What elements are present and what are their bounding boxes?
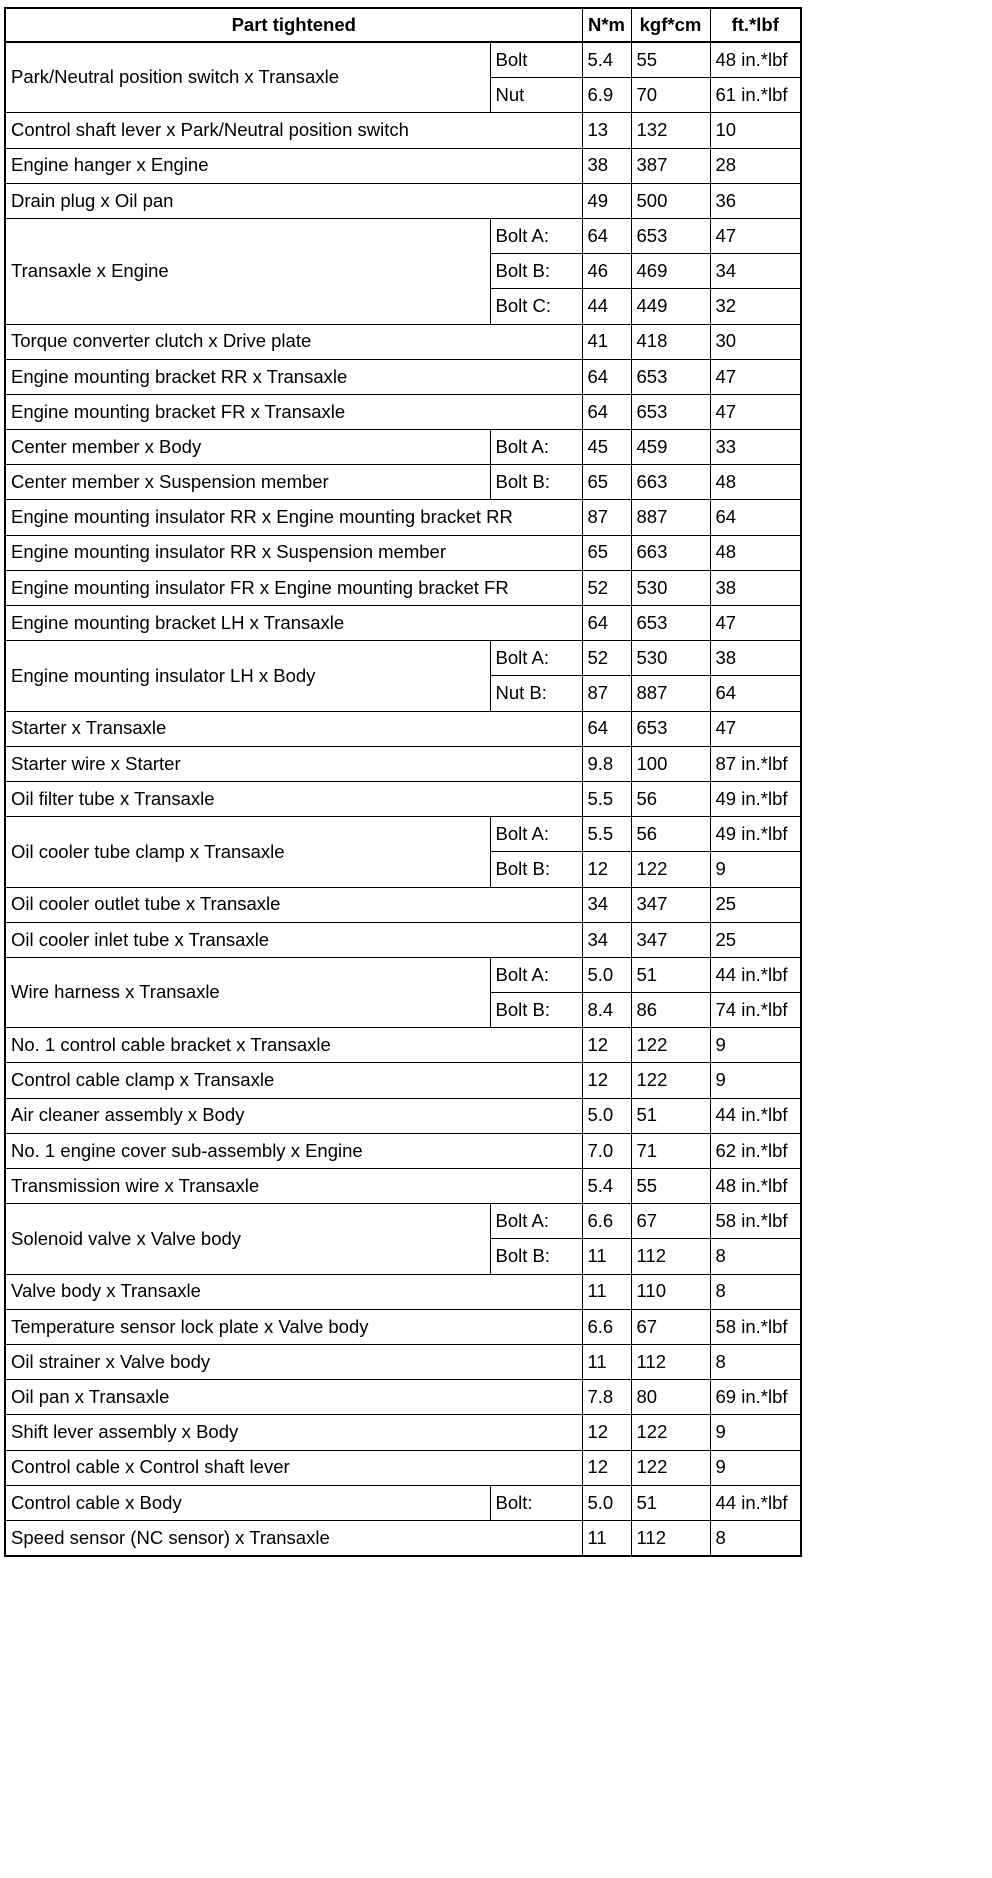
part-name-cell: Control cable x Body bbox=[5, 1485, 490, 1520]
kgfcm-value-cell: 132 bbox=[631, 113, 710, 148]
part-name-cell: Torque converter clutch x Drive plate bbox=[5, 324, 582, 359]
nm-value-cell: 49 bbox=[582, 183, 631, 218]
ftlbf-value-cell: 49 in.*lbf bbox=[710, 781, 801, 816]
torque-spec-table-container bbox=[4, 7, 800, 1557]
nm-value-cell: 52 bbox=[582, 570, 631, 605]
nm-value-cell: 34 bbox=[582, 887, 631, 922]
part-name-cell: Valve body x Transaxle bbox=[5, 1274, 582, 1309]
nm-value-cell: 5.0 bbox=[582, 1098, 631, 1133]
ftlbf-value-cell: 33 bbox=[710, 430, 801, 465]
ftlbf-value-cell: 87 in.*lbf bbox=[710, 746, 801, 781]
ftlbf-value-cell: 64 bbox=[710, 676, 801, 711]
part-name-cell: Air cleaner assembly x Body bbox=[5, 1098, 582, 1133]
table-row bbox=[5, 113, 801, 148]
kgfcm-value-cell: 56 bbox=[631, 781, 710, 816]
part-name-cell: Park/Neutral position switch x Transaxle bbox=[5, 42, 490, 113]
nm-value-cell: 12 bbox=[582, 1415, 631, 1450]
nm-value-cell: 34 bbox=[582, 922, 631, 957]
nm-value-cell: 11 bbox=[582, 1239, 631, 1274]
part-name-cell: Starter wire x Starter bbox=[5, 746, 582, 781]
header-kgfcm: kgf*cm bbox=[631, 8, 710, 42]
table-row bbox=[5, 218, 801, 253]
kgfcm-value-cell: 80 bbox=[631, 1380, 710, 1415]
ftlbf-value-cell: 25 bbox=[710, 922, 801, 957]
kgfcm-value-cell: 51 bbox=[631, 957, 710, 992]
part-name-cell: Control cable clamp x Transaxle bbox=[5, 1063, 582, 1098]
table-row bbox=[5, 1204, 801, 1239]
table-row bbox=[5, 148, 801, 183]
table-row bbox=[5, 1415, 801, 1450]
fastener-label-cell: Bolt B: bbox=[490, 1239, 582, 1274]
kgfcm-value-cell: 530 bbox=[631, 570, 710, 605]
fastener-label-cell: Bolt A: bbox=[490, 641, 582, 676]
kgfcm-value-cell: 387 bbox=[631, 148, 710, 183]
table-row bbox=[5, 746, 801, 781]
table-body bbox=[5, 42, 801, 1556]
table-row bbox=[5, 1309, 801, 1344]
nm-value-cell: 87 bbox=[582, 676, 631, 711]
kgfcm-value-cell: 500 bbox=[631, 183, 710, 218]
table-row bbox=[5, 430, 801, 465]
nm-value-cell: 5.5 bbox=[582, 817, 631, 852]
ftlbf-value-cell: 44 in.*lbf bbox=[710, 957, 801, 992]
ftlbf-value-cell: 58 in.*lbf bbox=[710, 1204, 801, 1239]
kgfcm-value-cell: 887 bbox=[631, 500, 710, 535]
nm-value-cell: 9.8 bbox=[582, 746, 631, 781]
kgfcm-value-cell: 663 bbox=[631, 535, 710, 570]
header-ftlbf: ft.*lbf bbox=[710, 8, 801, 42]
nm-value-cell: 12 bbox=[582, 1028, 631, 1063]
ftlbf-value-cell: 58 in.*lbf bbox=[710, 1309, 801, 1344]
torque-spec-table bbox=[4, 7, 802, 1557]
part-name-cell: No. 1 engine cover sub-assembly x Engine bbox=[5, 1133, 582, 1168]
kgfcm-value-cell: 663 bbox=[631, 465, 710, 500]
table-row bbox=[5, 570, 801, 605]
kgfcm-value-cell: 347 bbox=[631, 922, 710, 957]
nm-value-cell: 11 bbox=[582, 1344, 631, 1379]
nm-value-cell: 8.4 bbox=[582, 993, 631, 1028]
kgfcm-value-cell: 122 bbox=[631, 852, 710, 887]
kgfcm-value-cell: 653 bbox=[631, 218, 710, 253]
fastener-label-cell: Bolt B: bbox=[490, 993, 582, 1028]
ftlbf-value-cell: 47 bbox=[710, 359, 801, 394]
part-name-cell: Solenoid valve x Valve body bbox=[5, 1204, 490, 1274]
nm-value-cell: 5.4 bbox=[582, 1169, 631, 1204]
ftlbf-value-cell: 9 bbox=[710, 1063, 801, 1098]
ftlbf-value-cell: 34 bbox=[710, 254, 801, 289]
part-name-cell: Oil cooler inlet tube x Transaxle bbox=[5, 922, 582, 957]
kgfcm-value-cell: 112 bbox=[631, 1520, 710, 1556]
kgfcm-value-cell: 110 bbox=[631, 1274, 710, 1309]
fastener-label-cell: Bolt A: bbox=[490, 430, 582, 465]
nm-value-cell: 11 bbox=[582, 1520, 631, 1556]
ftlbf-value-cell: 44 in.*lbf bbox=[710, 1485, 801, 1520]
nm-value-cell: 7.0 bbox=[582, 1133, 631, 1168]
part-name-cell: Engine mounting bracket LH x Transaxle bbox=[5, 606, 582, 641]
fastener-label-cell: Bolt B: bbox=[490, 465, 582, 500]
table-row bbox=[5, 817, 801, 852]
kgfcm-value-cell: 469 bbox=[631, 254, 710, 289]
table-row bbox=[5, 359, 801, 394]
table-row bbox=[5, 1380, 801, 1415]
table-row bbox=[5, 781, 801, 816]
table-row bbox=[5, 957, 801, 992]
fastener-label-cell: Bolt C: bbox=[490, 289, 582, 324]
kgfcm-value-cell: 67 bbox=[631, 1204, 710, 1239]
ftlbf-value-cell: 36 bbox=[710, 183, 801, 218]
nm-value-cell: 65 bbox=[582, 465, 631, 500]
table-row bbox=[5, 1450, 801, 1485]
kgfcm-value-cell: 51 bbox=[631, 1098, 710, 1133]
ftlbf-value-cell: 69 in.*lbf bbox=[710, 1380, 801, 1415]
part-name-cell: Engine mounting insulator LH x Body bbox=[5, 641, 490, 711]
kgfcm-value-cell: 418 bbox=[631, 324, 710, 359]
ftlbf-value-cell: 47 bbox=[710, 218, 801, 253]
nm-value-cell: 5.0 bbox=[582, 1485, 631, 1520]
kgfcm-value-cell: 122 bbox=[631, 1028, 710, 1063]
part-name-cell: Engine mounting bracket FR x Transaxle bbox=[5, 394, 582, 429]
part-name-cell: Control cable x Control shaft lever bbox=[5, 1450, 582, 1485]
fastener-label-cell: Bolt A: bbox=[490, 817, 582, 852]
fastener-label-cell: Bolt: bbox=[490, 1485, 582, 1520]
ftlbf-value-cell: 9 bbox=[710, 1415, 801, 1450]
table-row bbox=[5, 922, 801, 957]
table-row bbox=[5, 1274, 801, 1309]
part-name-cell: Wire harness x Transaxle bbox=[5, 957, 490, 1027]
kgfcm-value-cell: 449 bbox=[631, 289, 710, 324]
kgfcm-value-cell: 887 bbox=[631, 676, 710, 711]
part-name-cell: Starter x Transaxle bbox=[5, 711, 582, 746]
part-name-cell: Oil cooler outlet tube x Transaxle bbox=[5, 887, 582, 922]
nm-value-cell: 65 bbox=[582, 535, 631, 570]
ftlbf-value-cell: 28 bbox=[710, 148, 801, 183]
nm-value-cell: 52 bbox=[582, 641, 631, 676]
ftlbf-value-cell: 8 bbox=[710, 1239, 801, 1274]
part-name-cell: Drain plug x Oil pan bbox=[5, 183, 582, 218]
table-row bbox=[5, 1520, 801, 1556]
table-row bbox=[5, 641, 801, 676]
ftlbf-value-cell: 62 in.*lbf bbox=[710, 1133, 801, 1168]
header-nm: N*m bbox=[582, 8, 631, 42]
part-name-cell: Control shaft lever x Park/Neutral position switch bbox=[5, 113, 582, 148]
part-name-cell: Engine mounting insulator FR x Engine mounting bracket FR bbox=[5, 570, 582, 605]
ftlbf-value-cell: 48 in.*lbf bbox=[710, 42, 801, 78]
table-row bbox=[5, 606, 801, 641]
ftlbf-value-cell: 44 in.*lbf bbox=[710, 1098, 801, 1133]
kgfcm-value-cell: 530 bbox=[631, 641, 710, 676]
nm-value-cell: 13 bbox=[582, 113, 631, 148]
nm-value-cell: 12 bbox=[582, 852, 631, 887]
part-name-cell: Engine mounting insulator RR x Engine mounting bracket RR bbox=[5, 500, 582, 535]
nm-value-cell: 64 bbox=[582, 606, 631, 641]
fastener-label-cell: Bolt A: bbox=[490, 957, 582, 992]
nm-value-cell: 6.9 bbox=[582, 78, 631, 113]
table-row bbox=[5, 1098, 801, 1133]
kgfcm-value-cell: 653 bbox=[631, 394, 710, 429]
ftlbf-value-cell: 49 in.*lbf bbox=[710, 817, 801, 852]
ftlbf-value-cell: 30 bbox=[710, 324, 801, 359]
kgfcm-value-cell: 653 bbox=[631, 359, 710, 394]
ftlbf-value-cell: 9 bbox=[710, 852, 801, 887]
fastener-label-cell: Bolt B: bbox=[490, 254, 582, 289]
kgfcm-value-cell: 122 bbox=[631, 1450, 710, 1485]
table-row bbox=[5, 42, 801, 78]
nm-value-cell: 45 bbox=[582, 430, 631, 465]
nm-value-cell: 5.0 bbox=[582, 957, 631, 992]
ftlbf-value-cell: 74 in.*lbf bbox=[710, 993, 801, 1028]
kgfcm-value-cell: 67 bbox=[631, 1309, 710, 1344]
ftlbf-value-cell: 9 bbox=[710, 1450, 801, 1485]
ftlbf-value-cell: 10 bbox=[710, 113, 801, 148]
ftlbf-value-cell: 61 in.*lbf bbox=[710, 78, 801, 113]
nm-value-cell: 64 bbox=[582, 394, 631, 429]
header-part-tightened: Part tightened bbox=[5, 8, 582, 42]
part-name-cell: No. 1 control cable bracket x Transaxle bbox=[5, 1028, 582, 1063]
part-name-cell: Engine hanger x Engine bbox=[5, 148, 582, 183]
nm-value-cell: 5.4 bbox=[582, 42, 631, 78]
ftlbf-value-cell: 48 bbox=[710, 465, 801, 500]
table-row bbox=[5, 500, 801, 535]
part-name-cell: Oil cooler tube clamp x Transaxle bbox=[5, 817, 490, 887]
ftlbf-value-cell: 47 bbox=[710, 394, 801, 429]
nm-value-cell: 11 bbox=[582, 1274, 631, 1309]
nm-value-cell: 44 bbox=[582, 289, 631, 324]
table-row bbox=[5, 711, 801, 746]
table-row bbox=[5, 1133, 801, 1168]
fastener-label-cell: Bolt A: bbox=[490, 1204, 582, 1239]
fastener-label-cell: Nut bbox=[490, 78, 582, 113]
ftlbf-value-cell: 8 bbox=[710, 1344, 801, 1379]
kgfcm-value-cell: 55 bbox=[631, 42, 710, 78]
nm-value-cell: 6.6 bbox=[582, 1204, 631, 1239]
part-name-cell: Temperature sensor lock plate x Valve body bbox=[5, 1309, 582, 1344]
ftlbf-value-cell: 48 bbox=[710, 535, 801, 570]
ftlbf-value-cell: 8 bbox=[710, 1520, 801, 1556]
ftlbf-value-cell: 25 bbox=[710, 887, 801, 922]
ftlbf-value-cell: 38 bbox=[710, 570, 801, 605]
table-row bbox=[5, 394, 801, 429]
part-name-cell: Oil pan x Transaxle bbox=[5, 1380, 582, 1415]
kgfcm-value-cell: 70 bbox=[631, 78, 710, 113]
kgfcm-value-cell: 71 bbox=[631, 1133, 710, 1168]
kgfcm-value-cell: 459 bbox=[631, 430, 710, 465]
part-name-cell: Engine mounting insulator RR x Suspension member bbox=[5, 535, 582, 570]
nm-value-cell: 87 bbox=[582, 500, 631, 535]
part-name-cell: Center member x Body bbox=[5, 430, 490, 465]
kgfcm-value-cell: 55 bbox=[631, 1169, 710, 1204]
kgfcm-value-cell: 100 bbox=[631, 746, 710, 781]
fastener-label-cell: Bolt B: bbox=[490, 852, 582, 887]
ftlbf-value-cell: 32 bbox=[710, 289, 801, 324]
nm-value-cell: 64 bbox=[582, 359, 631, 394]
table-row bbox=[5, 1169, 801, 1204]
part-name-cell: Oil filter tube x Transaxle bbox=[5, 781, 582, 816]
table-row bbox=[5, 1028, 801, 1063]
nm-value-cell: 46 bbox=[582, 254, 631, 289]
part-name-cell: Oil strainer x Valve body bbox=[5, 1344, 582, 1379]
nm-value-cell: 5.5 bbox=[582, 781, 631, 816]
ftlbf-value-cell: 9 bbox=[710, 1028, 801, 1063]
kgfcm-value-cell: 653 bbox=[631, 606, 710, 641]
nm-value-cell: 41 bbox=[582, 324, 631, 359]
fastener-label-cell: Bolt A: bbox=[490, 218, 582, 253]
part-name-cell: Center member x Suspension member bbox=[5, 465, 490, 500]
kgfcm-value-cell: 122 bbox=[631, 1415, 710, 1450]
nm-value-cell: 38 bbox=[582, 148, 631, 183]
kgfcm-value-cell: 56 bbox=[631, 817, 710, 852]
kgfcm-value-cell: 112 bbox=[631, 1344, 710, 1379]
nm-value-cell: 64 bbox=[582, 711, 631, 746]
ftlbf-value-cell: 48 in.*lbf bbox=[710, 1169, 801, 1204]
ftlbf-value-cell: 47 bbox=[710, 711, 801, 746]
kgfcm-value-cell: 122 bbox=[631, 1063, 710, 1098]
table-row bbox=[5, 535, 801, 570]
table-row bbox=[5, 887, 801, 922]
table-row bbox=[5, 1344, 801, 1379]
fastener-label-cell: Bolt bbox=[490, 42, 582, 78]
kgfcm-value-cell: 86 bbox=[631, 993, 710, 1028]
nm-value-cell: 7.8 bbox=[582, 1380, 631, 1415]
table-row bbox=[5, 183, 801, 218]
fastener-label-cell: Nut B: bbox=[490, 676, 582, 711]
ftlbf-value-cell: 38 bbox=[710, 641, 801, 676]
nm-value-cell: 12 bbox=[582, 1063, 631, 1098]
part-name-cell: Transmission wire x Transaxle bbox=[5, 1169, 582, 1204]
part-name-cell: Transaxle x Engine bbox=[5, 218, 490, 324]
table-header-row bbox=[5, 8, 801, 42]
table-row bbox=[5, 1063, 801, 1098]
part-name-cell: Engine mounting bracket RR x Transaxle bbox=[5, 359, 582, 394]
kgfcm-value-cell: 51 bbox=[631, 1485, 710, 1520]
kgfcm-value-cell: 653 bbox=[631, 711, 710, 746]
kgfcm-value-cell: 112 bbox=[631, 1239, 710, 1274]
ftlbf-value-cell: 64 bbox=[710, 500, 801, 535]
ftlbf-value-cell: 47 bbox=[710, 606, 801, 641]
nm-value-cell: 12 bbox=[582, 1450, 631, 1485]
nm-value-cell: 6.6 bbox=[582, 1309, 631, 1344]
table-row bbox=[5, 324, 801, 359]
table-row bbox=[5, 465, 801, 500]
ftlbf-value-cell: 8 bbox=[710, 1274, 801, 1309]
part-name-cell: Shift lever assembly x Body bbox=[5, 1415, 582, 1450]
part-name-cell: Speed sensor (NC sensor) x Transaxle bbox=[5, 1520, 582, 1556]
nm-value-cell: 64 bbox=[582, 218, 631, 253]
table-row bbox=[5, 1485, 801, 1520]
kgfcm-value-cell: 347 bbox=[631, 887, 710, 922]
